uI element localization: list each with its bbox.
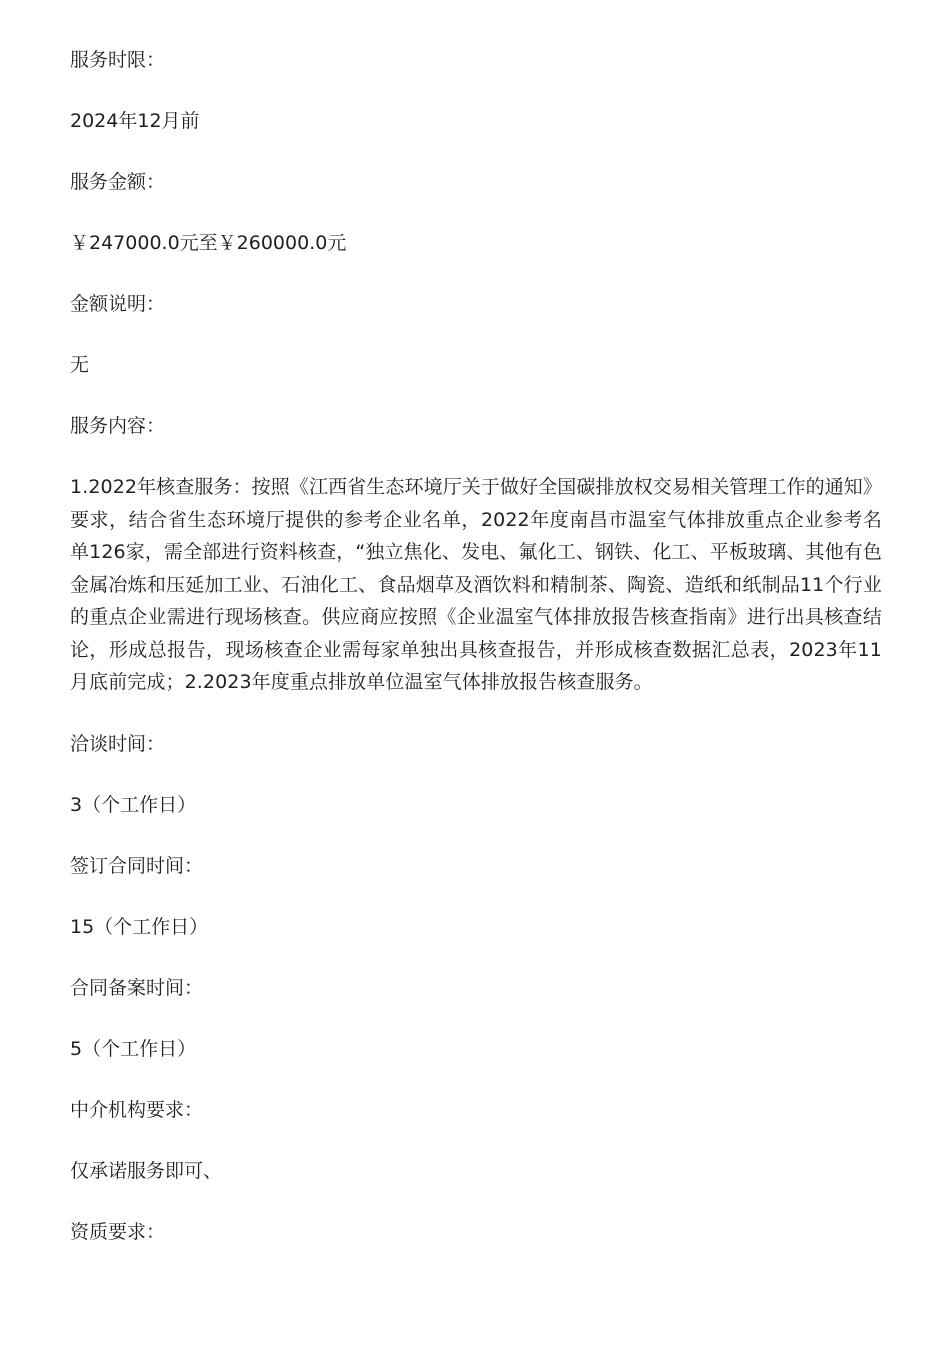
field-label: 服务内容：: [70, 415, 166, 437]
field-value: 仅承诺服务即可、: [70, 1159, 223, 1182]
document-body: [70, 44, 882, 1248]
field-value: 3（个工作日）: [70, 793, 197, 816]
field-value-paragraph: 1.2022年核查服务：按照《江西省生态环境厅关于做好全国碳排放权交易相关管理工作的通知》要求，结合省生态环境厅提供的参考企业名单，2022年度南昌市温室气体排放重点企业参考名单126家，需全部进行资料核查，“独立焦化、发电、氟化工、钢铁、化工、平板玻璃、其他有色金属冶炼和压延加工业、石油化工、食品烟草及酒饮料和精制茶、陶瓷、造纸和纸制品11个行业的重点企业需进行现场核查。供应商应按照《企业温室气体排放报告核查指南》进行出具核查结论，形成总报告，现场核查企业需每家单独出具核查报告，并形成核查数据汇总表，2023年11月底前完成；2.2023年度重点排放单位温室气体排放报告核查服务。: [70, 476, 882, 693]
field-value: 2024年12月前: [70, 110, 200, 132]
field-agency-requirement: [70, 1094, 882, 1187]
field-label: 合同备案时间：: [70, 976, 204, 999]
field-value: ￥247000.0元至￥260000.0元: [70, 232, 347, 254]
field-value: 15（个工作日）: [70, 915, 209, 938]
field-label: 金额说明：: [70, 293, 166, 315]
field-label: 服务时限：: [70, 49, 166, 71]
field-contract-signing-time: [70, 850, 882, 943]
field-value: 无: [70, 354, 90, 376]
field-label: 中介机构要求：: [70, 1098, 204, 1121]
field-label: 洽谈时间：: [70, 732, 166, 755]
field-service-content: [70, 410, 882, 699]
field-amount-note: [70, 288, 882, 381]
field-label: 资质要求：: [70, 1220, 166, 1243]
field-negotiation-time: [70, 728, 882, 821]
field-label: 签订合同时间：: [70, 854, 204, 877]
field-contract-filing-time: [70, 972, 882, 1065]
field-value: 5（个工作日）: [70, 1037, 197, 1060]
field-label: 服务金额：: [70, 171, 166, 193]
field-service-amount: [70, 166, 882, 259]
field-qualification-requirement: [70, 1216, 882, 1248]
field-service-period: [70, 44, 882, 137]
